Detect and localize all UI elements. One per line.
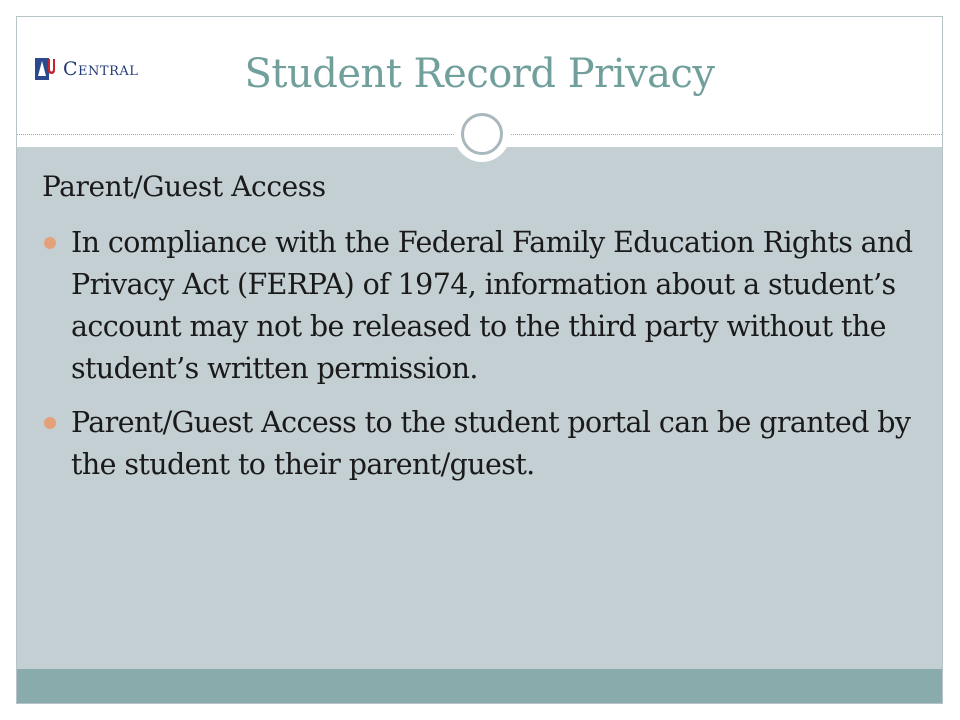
bullet-text: Parent/Guest Access to the student portal can be granted by the student to their parent/guest. xyxy=(71,406,911,481)
bullet-text: In compliance with the Federal Family Education Rights and Privacy Act (FERPA) of 1974, information about a student’s account may not be released to the third party without the student’s written permission. xyxy=(71,226,913,385)
circle-ornament-icon xyxy=(454,106,510,162)
bullet-item-portal-access xyxy=(42,402,922,486)
logo-text: Central xyxy=(63,58,139,80)
slide-title: Student Record Privacy xyxy=(244,51,715,97)
slide-subtitle: Parent/Guest Access xyxy=(42,170,326,203)
circle-ring xyxy=(461,113,503,155)
bullet-dot-icon xyxy=(44,417,56,429)
bullet-dot-icon xyxy=(44,237,56,249)
bullet-list xyxy=(42,222,922,498)
slide-frame xyxy=(16,16,943,704)
bullet-item-ferpa xyxy=(42,222,922,390)
footer-bar xyxy=(17,669,942,703)
